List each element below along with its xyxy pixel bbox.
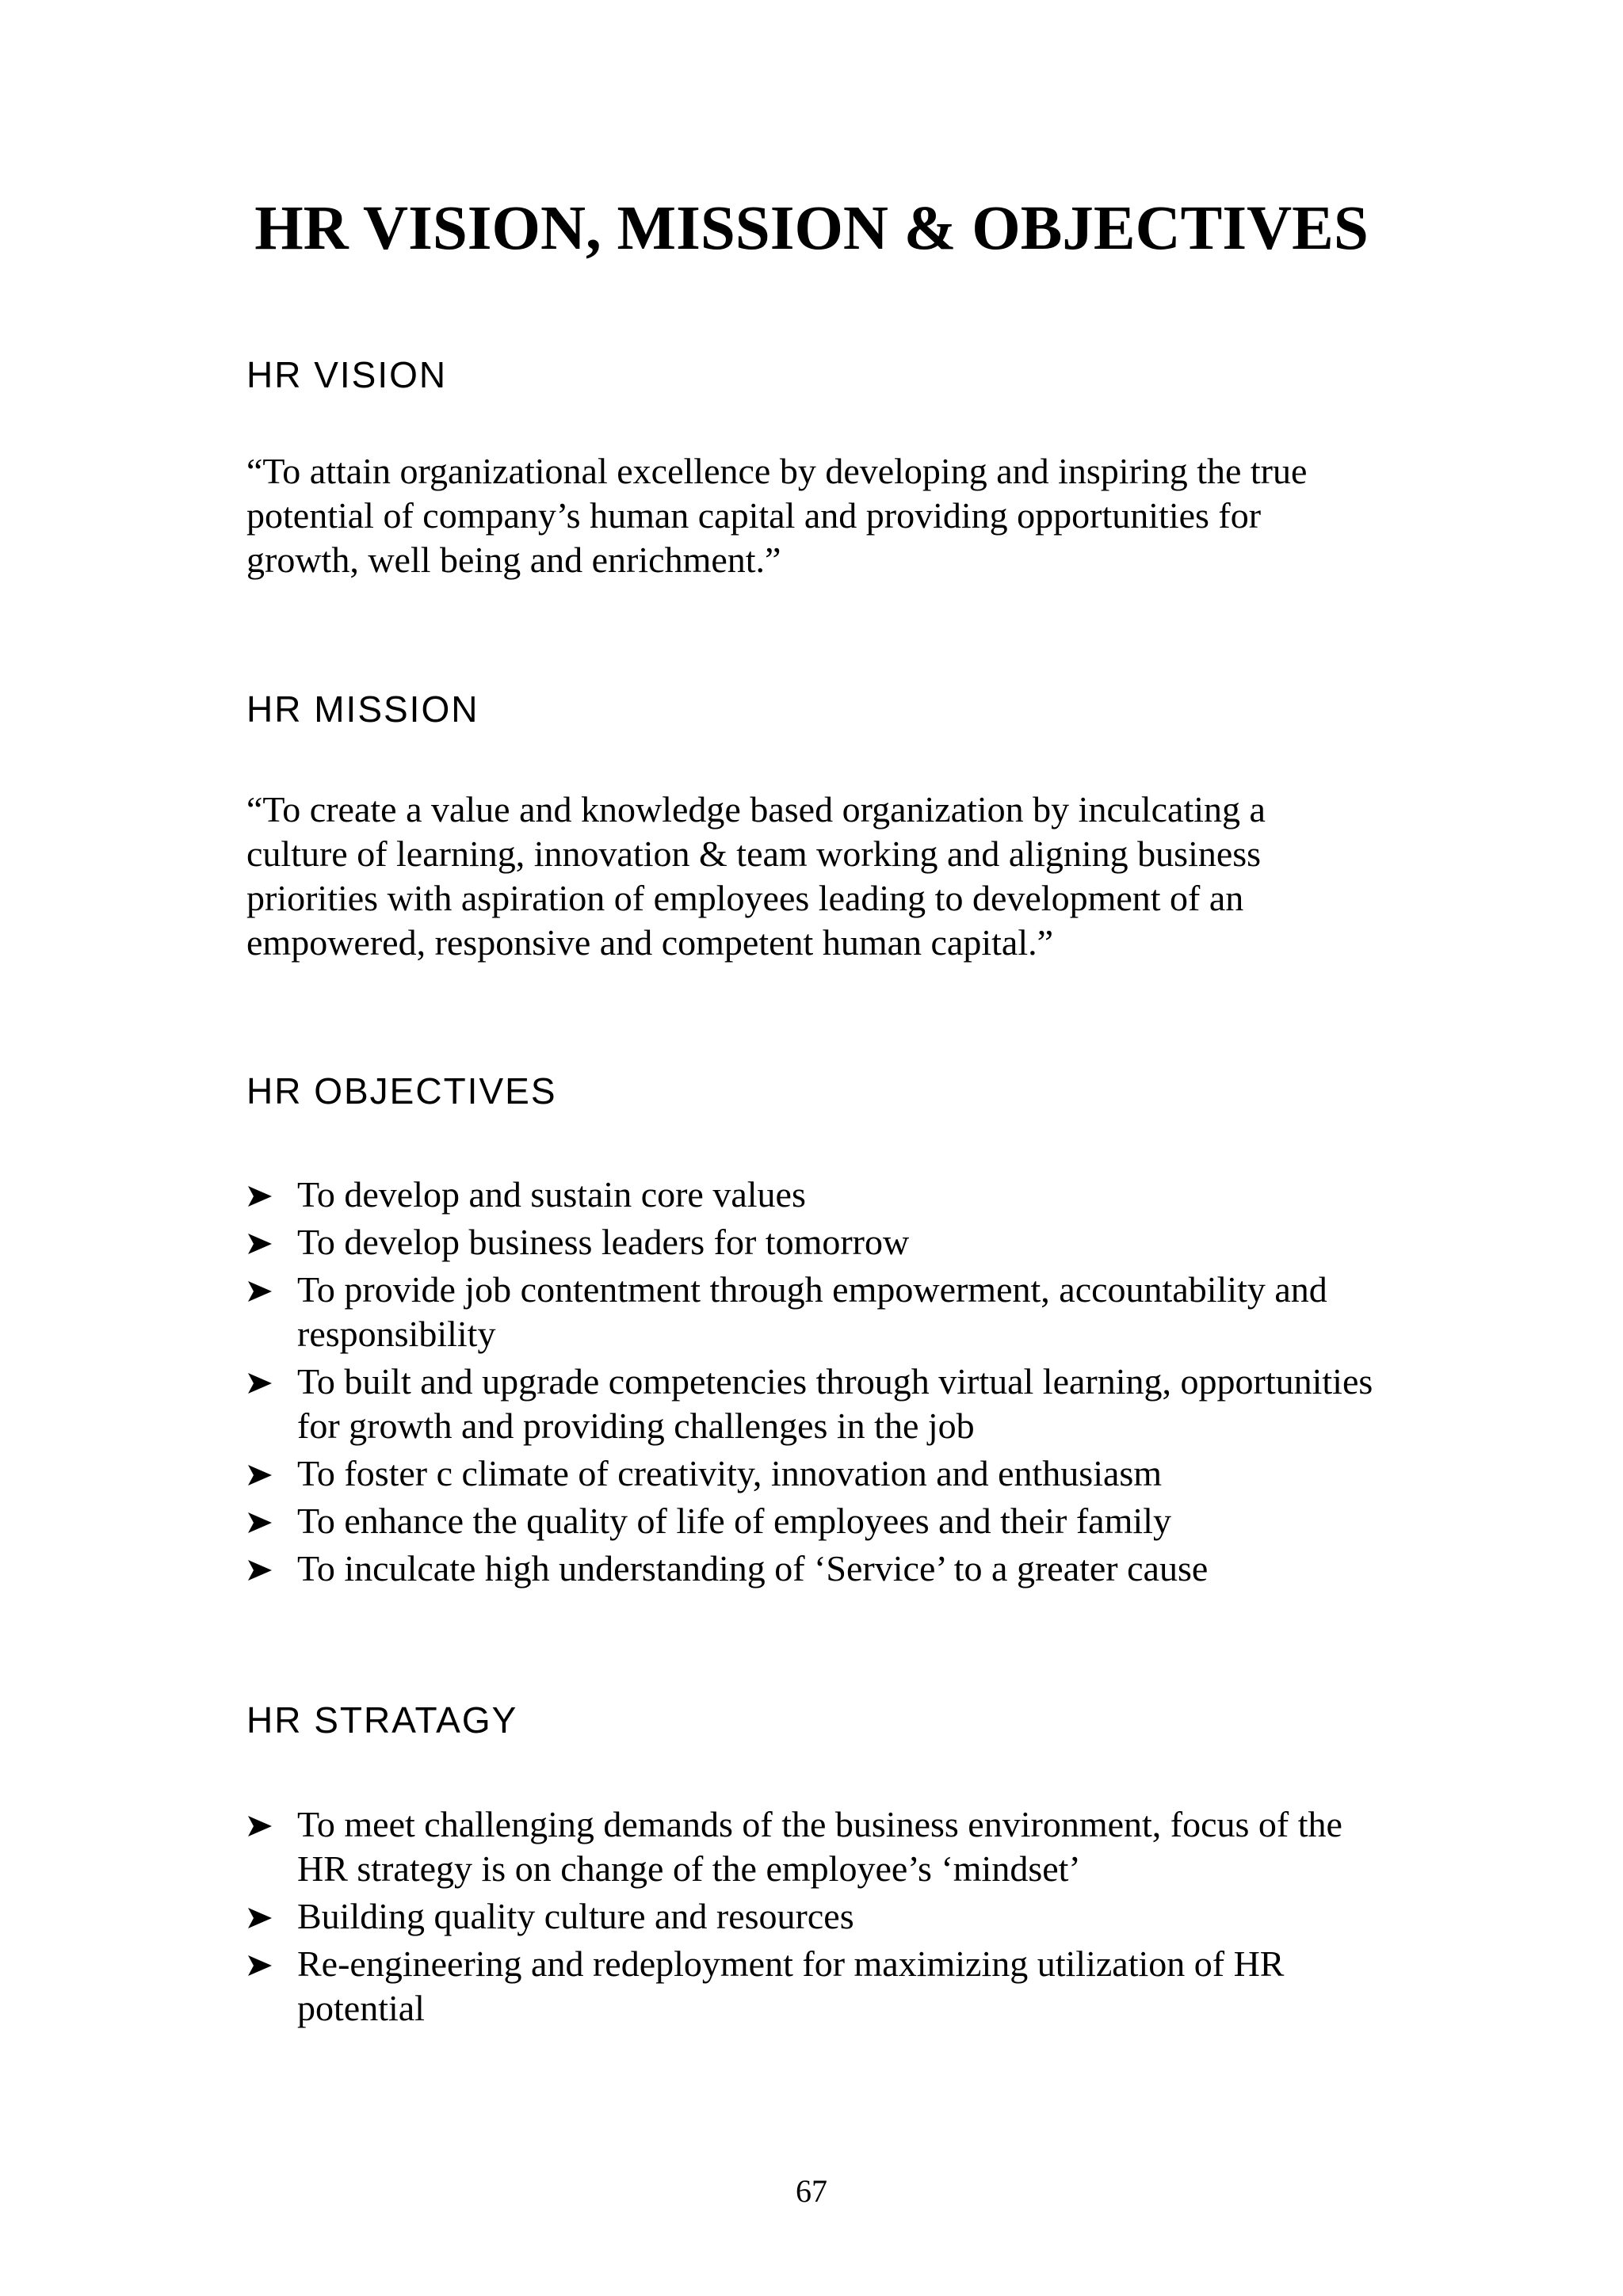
list-item-text: To meet challenging demands of the business environment, focus of the HR strategy is on change of the employee’s ‘mindset’	[297, 1804, 1342, 1889]
list-item-text: To enhance the quality of life of employees and their family	[297, 1501, 1171, 1541]
list-item-text: To inculcate high understanding of ‘Service’ to a greater cause	[297, 1548, 1209, 1589]
mission-heading: HR MISSION	[246, 688, 479, 730]
arrowhead-bullet-icon	[248, 1894, 280, 1939]
arrowhead-bullet-icon	[248, 1802, 280, 1847]
list-item-text: To built and upgrade competencies through virtual learning, opportunities for growth and providing challenges in the job	[297, 1361, 1373, 1446]
strategy-list	[246, 1802, 1388, 2034]
list-item	[246, 1220, 1419, 1264]
list-item	[246, 1173, 1419, 1217]
list-item	[246, 1802, 1388, 1891]
objectives-heading: HR OBJECTIVES	[246, 1070, 557, 1112]
objectives-list	[246, 1173, 1419, 1594]
arrowhead-bullet-icon	[248, 1360, 280, 1404]
list-item-text: Building quality culture and resources	[297, 1896, 854, 1936]
list-item-text: To foster c climate of creativity, innovation and enthusiasm	[297, 1453, 1163, 1493]
vision-heading: HR VISION	[246, 354, 448, 395]
list-item	[246, 1268, 1419, 1356]
list-item-text: To develop and sustain core values	[297, 1174, 806, 1215]
list-item-text: To provide job contentment through empowerment, accountability and responsibility	[297, 1269, 1327, 1354]
list-item-text: To develop business leaders for tomorrow	[297, 1222, 910, 1262]
arrowhead-bullet-icon	[248, 1942, 280, 1986]
mission-statement: “To create a value and knowledge based organization by inculcating a culture of learning, innovation & team working and aligning business priorities with aspiration of employees leading to development of an empowered, responsive and competent human capital.”	[246, 789, 1266, 963]
list-item	[246, 1894, 1388, 1939]
list-item	[246, 1942, 1388, 2031]
arrowhead-bullet-icon	[248, 1451, 280, 1496]
arrowhead-bullet-icon	[248, 1499, 280, 1543]
list-item	[246, 1360, 1419, 1448]
strategy-heading: HR STRATAGY	[246, 1699, 518, 1741]
vision-statement: “To attain organizational excellence by developing and inspiring the true potential of company’s human capital and providing opportunities for growth, well being and enrichment.”	[246, 451, 1308, 580]
list-item-text: Re-engineering and redeployment for maximizing utilization of HR potential	[297, 1943, 1285, 2028]
page-title: HR VISION, MISSION & OBJECTIVES	[254, 194, 1369, 263]
arrowhead-bullet-icon	[248, 1268, 280, 1312]
arrowhead-bullet-icon	[248, 1547, 280, 1591]
page-number: 67	[796, 2173, 827, 2209]
arrowhead-bullet-icon	[248, 1173, 280, 1217]
list-item	[246, 1451, 1419, 1496]
list-item	[246, 1547, 1419, 1591]
list-item	[246, 1499, 1419, 1543]
arrowhead-bullet-icon	[248, 1220, 280, 1264]
